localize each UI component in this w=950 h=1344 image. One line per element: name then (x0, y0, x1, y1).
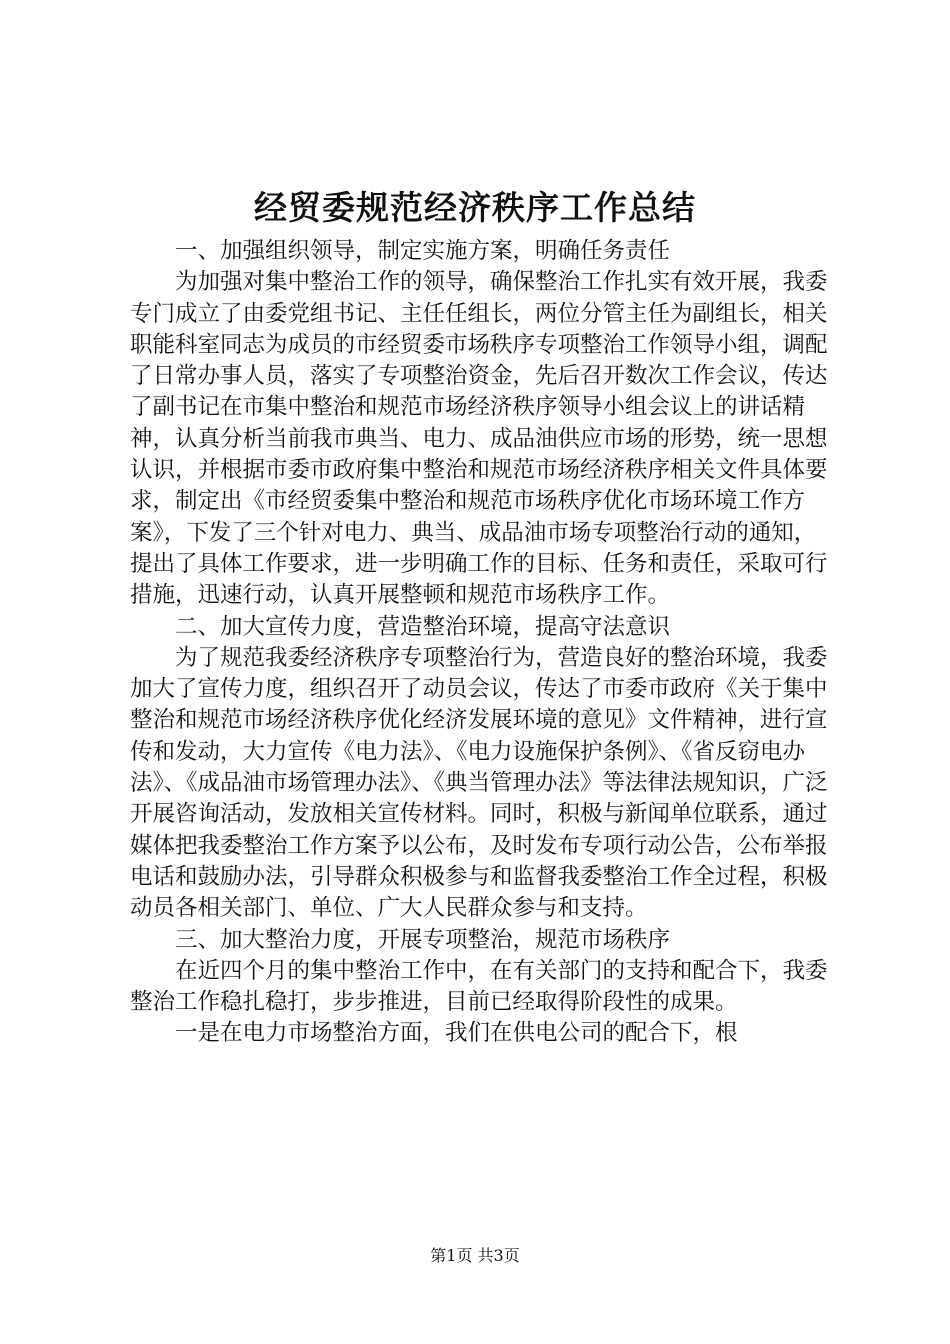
section-heading-3: 三、加大整治力度，开展专项整治，规范市场秩序 (175, 926, 671, 953)
paragraph-3: 在近四个月的集中整治工作中，在有关部门的支持和配合下，我委整治工作稳扎稳打，步步推进，目前已经取得阶段性的成果。 (130, 957, 828, 1016)
section-heading-2: 二、加大宣传力度，营造整治环境，提高守法意识 (175, 613, 671, 640)
paragraph-4: 一是在电力市场整治方面，我们在供电公司的配合下，根 (175, 1020, 738, 1047)
section-heading-1: 一、加强组织领导，制定实施方案，明确任务责任 (175, 238, 671, 264)
paragraph-1: 为加强对集中整治工作的领导，确保整治工作扎实有效开展，我委专门成立了由委党组书记、主任任组长，两位分管主任为副组长，相关职能科室同志为成员的市经贸委市场秩序专项整治工作领导小组，调配了日常办事人员，落实了专项整治资金，先后召开数次工作会议，传达了副书记在市集中整治和规范市场经济秩序领导小组会议上的讲话精神，认真分析当前我市典当、电力、成品油供应市场的形势，统一思想认识，并根据市委市政府集中整治和规范市场经济秩序相关文件具体要求，制定出《市经贸委集中整治和规范市场秩序优化市场环境工作方案》，下发了三个针对电力、典当、成品油市场专项整治行动的通知，提出了具体工作要求，进一步明确工作的目标、任务和责任，采取可行措施，迅速行动，认真开展整顿和规范市场秩序工作。 (130, 269, 828, 609)
page-footer: 第1页 共3页 (430, 1246, 520, 1265)
document-body (130, 236, 830, 1050)
paragraph-2: 为了规范我委经济秩序专项整治行为，营造良好的整治环境，我委加大了宣传力度，组织召开了动员会议，传达了市委市政府《关于集中整治和规范市场经济秩序优化经济发展环境的意见》文件精神，进行宣传和发动，大力宣传《电力法》、《电力设施保护条例》、《省反窃电办法》、《成品油市场管理办法》、《典当管理办法》等法律法规知识，广泛开展咨询活动，发放相关宣传材料。同时，积极与新闻单位联系，通过媒体把我委整治工作方案予以公布，及时发布专项行动公告，公布举报电话和鼓励办法，引导群众积极参与和监督我委整治工作全过程，积极动员各相关部门、单位、广大人民群众参与和支持。 (130, 644, 828, 922)
document-title: 经贸委规范经济秩序工作总结 (254, 188, 696, 227)
